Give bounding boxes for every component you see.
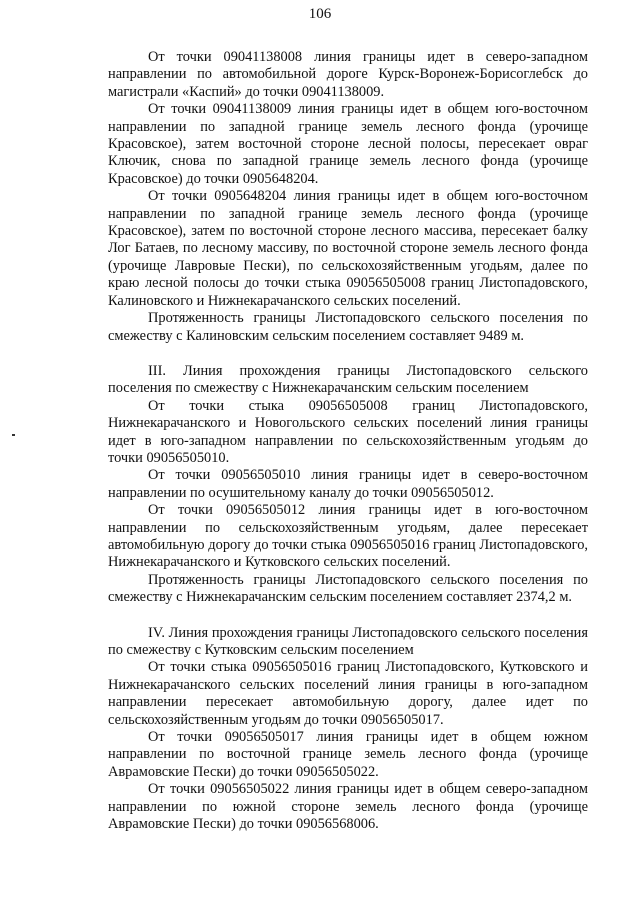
margin-mark (12, 434, 15, 436)
section-3-heading: III. Линия прохождения границы Листопадовского сельского поселения по смежеству с Нижнекарачанским сельским поселением (108, 362, 588, 397)
paragraph-s4-2: От точки 09056505017 линия границы идет в общем южном направлении по восточной границе земель лесного фонда (урочище Аврамовские Пески) до точки 09056505022. (108, 729, 588, 780)
paragraph-s3-1: От точки стыка 09056505008 границ Листопадовского, Нижнекарачанского и Новогольского сельских поселений линия границы идет в юго-западном направлении по сельскохозяйственным угодьям до точки 09056505010. (108, 397, 588, 466)
paragraph-s2-3: От точки 0905648204 линия границы идет в общем юго-восточном направлении по западной границе земель лесного фонда (урочище Красовское), затем по восточной стороне лесного массива, пересекает балку Лог Батаев, по лесному массиву, по восточной стороне земель лесного фонда (урочище Лавровые Пески), по сельскохозяйственным угодьям, далее по краю лесной полосы до точки стыка 09056505008 границ Листопадовского, Калиновского и Нижнекарачанского сельских поселений. (108, 188, 588, 309)
boundary-length-nizhnekarachanskoe: Протяженность границы Листопадовского сельского поселения по смежеству с Нижнекарачанским сельским поселением составляет 2374,2 м. (108, 571, 588, 606)
paragraph-s2-1: От точки 09041138008 линия границы идет в северо-западном направлении по автомобильной дороге Курск-Воронеж-Борисоглебск до магистрали «Каспий» до точки 09041138009. (108, 49, 588, 100)
paragraph-s4-1: От точки стыка 09056505016 границ Листопадовского, Кутковского и Нижнекарачанского сельских поселений линия границы в юго-западном направлении пересекает автомобильную дорогу, далее идет по сельскохозяйственным угодьям до точки 09056505017. (108, 659, 588, 728)
section-4-heading: IV. Линия прохождения границы Листопадовского сельского поселения по смежеству с Кутковским сельским поселением (108, 624, 588, 658)
paragraph-s2-2: От точки 09041138009 линия границы идет в общем юго-восточном направлении по западной границе земель лесного фонда (урочище Красовское), затем восточной стороне лесной полосы, пересекает овраг Ключик, снова по западной границе земель лесного фонда (урочище Красовское) до точки 0905648204. (108, 101, 588, 187)
section-gap (108, 345, 588, 363)
page-number: 106 (308, 6, 332, 22)
paragraph-s4-3: От точки 09056505022 линия границы идет в общем северо-западном направлении по южной стороне земель лесного фонда (урочище Аврамовские Пески) до точки 09056568006. (108, 781, 588, 833)
document-body (108, 49, 588, 833)
paragraph-s3-2: От точки 09056505010 линия границы идет в северо-восточном направлении по осушительному каналу до точки 09056505012. (108, 467, 588, 501)
boundary-length-kalinovskoe: Протяженность границы Листопадовского сельского поселения по смежеству с Калиновским сельским поселением составляет 9489 м. (108, 310, 588, 344)
section-gap (108, 607, 588, 625)
paragraph-s3-3: От точки 09056505012 линия границы идет в юго-восточном направлении по сельскохозяйственным угодьям, далее пересекает автомобильную дорогу до точки стыка 09056505016 границ Листопадовского, Нижнекарачанского и Кутковского сельских поселений. (108, 502, 588, 571)
